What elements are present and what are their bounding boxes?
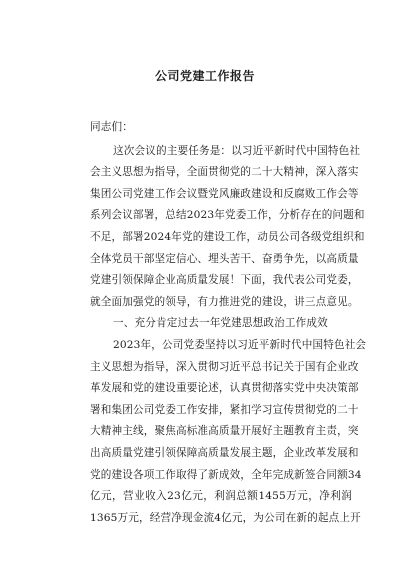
paragraph-line: 系列会议部署，总结2023年党委工作，分析存在的问题和 [90,209,365,222]
paragraph-line: 全体党员干部坚定信心、埋头苦干、奋勇争先，以高质量 [90,252,359,265]
paragraph-line: 出高质量党建引领保障高质量发展主题，企业改革发展和 [90,446,359,459]
paragraph-line: 集团公司党建工作会议暨党风廉政建设和反腐败工作会等 [90,187,359,200]
paragraph-line: 2023年，公司党委坚持以习近平新时代中国特色社会 [113,338,367,351]
paragraph-line: 大精神主线，聚焦高标准高质量开展好主题教育主责，突 [90,425,359,438]
paragraph-line: 署和集团公司党委工作安排，紧扣学习宣传贯彻党的二十 [90,403,359,416]
paragraph-line: 主义思想为指导，深入贯彻习近平总书记关于国有企业改 [90,360,359,373]
paragraph-line: 1365万元，经营净现金流4亿元，为公司在新的起点上开 [90,511,361,524]
paragraph-line: 这次会议的主要任务是：以习近平新时代中国特色社 [113,144,361,157]
paragraph-line: 就全面加强党的领导，有力推进党的建设，讲三点意见。 [90,295,359,308]
section-heading: 一、充分肯定过去一年党建思想政治工作成效 [113,317,328,330]
document-body [90,117,367,529]
paragraph-line: 不足，部署2024年党的建设工作，动员公司各级党组织和 [90,230,365,243]
paragraph-line: 党建引领保障企业高质量发展！下面，我代表公司党委， [90,274,359,287]
paragraph-line: 亿元，营业收入23亿元，利润总额1455万元，净利润 [90,490,352,503]
document-title: 公司党建工作报告 [154,69,255,83]
paragraph-line: 革发展和党的建设重要论述，认真贯彻落实党中央决策部 [90,382,359,395]
paragraph-line: 会主义思想为指导，全面贯彻党的二十大精神，深入落实 [90,166,359,179]
paragraph-line: 党的建设各项工作取得了新成效，全年完成新签合同额34 [90,468,362,481]
greeting: 同志们： [90,121,133,133]
